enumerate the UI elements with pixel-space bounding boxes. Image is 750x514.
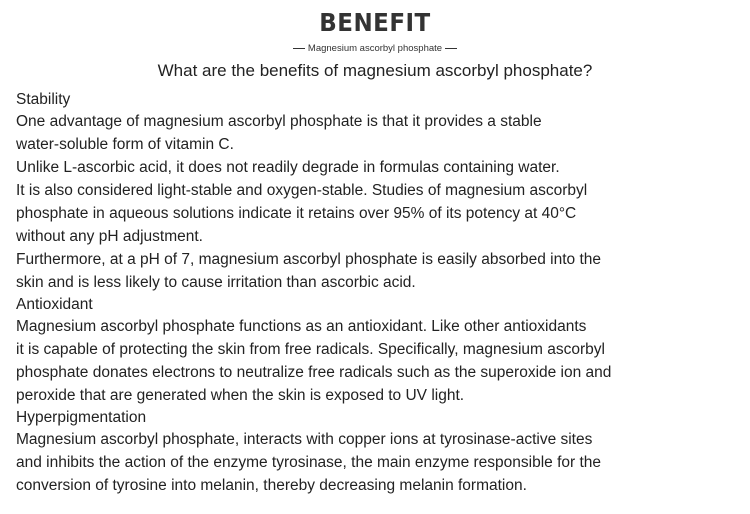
paragraph-line: Magnesium ascorbyl phosphate functions as an antioxidant. Like other antioxidants	[16, 318, 587, 335]
subtitle-text: Magnesium ascorbyl phosphate	[307, 43, 443, 54]
paragraph-line: it is capable of protecting the skin from free radicals. Specifically, magnesium ascorbyl	[16, 341, 605, 358]
question-heading: What are the benefits of magnesium ascorbyl phosphate?	[157, 61, 593, 80]
section-heading-hyperpigmentation: Hyperpigmentation	[16, 409, 147, 426]
paragraph-line: without any pH adjustment.	[16, 228, 203, 245]
paragraph-line: phosphate in aqueous solutions indicate it retains over 95% of its potency at 40°C	[16, 205, 577, 222]
paragraph-line: peroxide that are generated when the skin is exposed to UV light.	[16, 387, 465, 404]
section-heading-stability: Stability	[16, 91, 71, 108]
paragraph-line: It is also considered light-stable and oxygen-stable. Studies of magnesium ascorbyl	[16, 182, 588, 199]
right-dash-divider	[445, 48, 457, 49]
paragraph-line: Furthermore, at a pH of 7, magnesium ascorbyl phosphate is easily absorbed into the	[16, 251, 602, 268]
section-antioxidant	[16, 294, 742, 407]
section-stability	[16, 89, 742, 294]
section-hyperpigmentation	[16, 407, 742, 497]
paragraph-line: and inhibits the action of the enzyme tyrosinase, the main enzyme responsible for the	[16, 454, 602, 471]
paragraph-line: phosphate donates electrons to neutralize free radicals such as the superoxide ion and	[16, 364, 612, 381]
paragraph-line: Unlike L-ascorbic acid, it does not readily degrade in formulas containing water.	[16, 159, 560, 176]
page-title: BENEFIT	[319, 8, 431, 37]
paragraph-line: water-soluble form of vitamin C.	[16, 136, 234, 153]
paragraph-line: Magnesium ascorbyl phosphate, interacts with copper ions at tyrosinase-active sites	[16, 431, 593, 448]
paragraph-line: skin and is less likely to cause irritation than ascorbic acid.	[16, 274, 416, 291]
paragraph-line: One advantage of magnesium ascorbyl phosphate is that it provides a stable	[16, 113, 542, 130]
section-heading-antioxidant: Antioxidant	[16, 296, 93, 313]
subtitle	[0, 43, 750, 54]
content-body	[16, 89, 742, 497]
left-dash-divider	[293, 48, 305, 49]
paragraph-line: conversion of tyrosine into melanin, thereby decreasing melanin formation.	[16, 477, 527, 494]
